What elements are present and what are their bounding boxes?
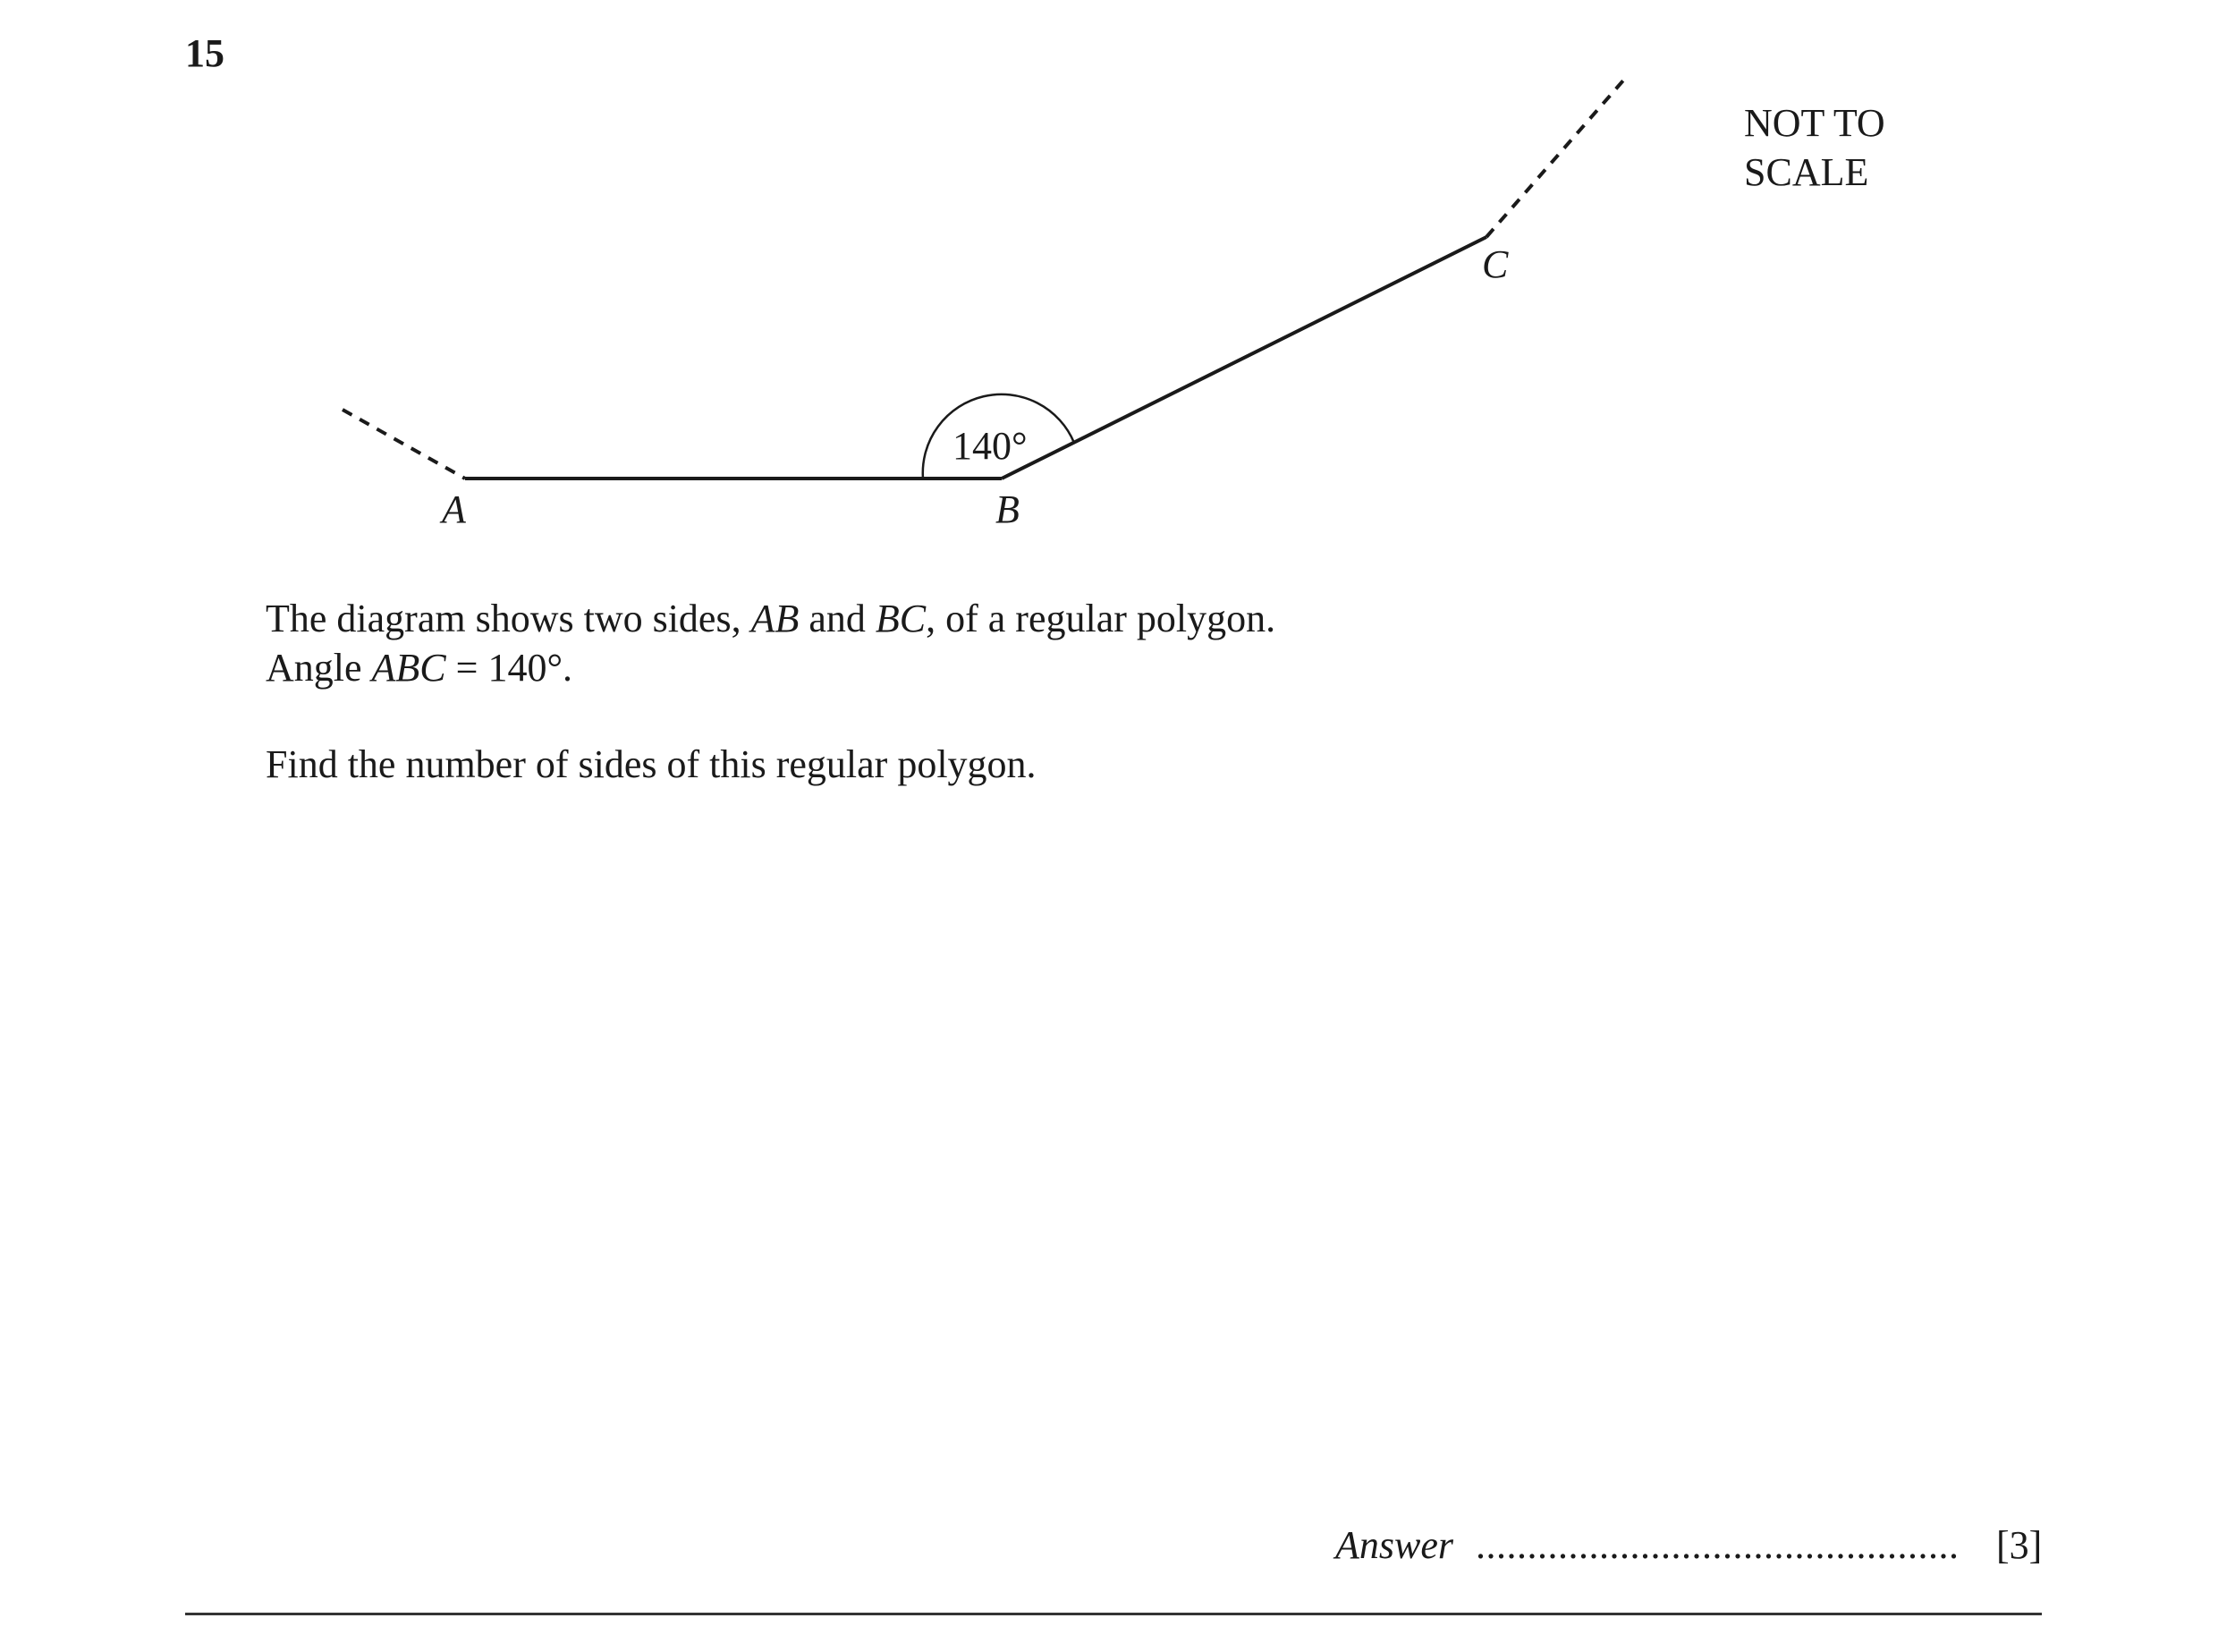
- polygon-diagram: [0, 0, 2218, 581]
- angle-abc: ABC: [371, 646, 446, 690]
- vertex-label-a: A: [442, 487, 466, 531]
- page-rule: [185, 1613, 2042, 1615]
- question-number: 15: [185, 31, 224, 75]
- dashed-extension-c: [1486, 80, 1623, 237]
- not-to-scale-line-1: NOT TO: [1744, 101, 1885, 145]
- question-instruction: Find the number of sides of this regular polygon.: [266, 742, 1037, 786]
- question-text-line-2: [266, 643, 572, 692]
- answer-line[interactable]: ...............................................: [1476, 1523, 1960, 1567]
- segment-ab: AB: [750, 597, 800, 640]
- text-part: Angle: [266, 646, 372, 690]
- marks-label: [3]: [1996, 1523, 2043, 1567]
- text-part: and: [799, 597, 876, 640]
- not-to-scale-line-2: SCALE: [1744, 150, 1869, 194]
- vertex-label-c: C: [1482, 242, 1509, 286]
- answer-label: Answer: [1335, 1523, 1453, 1567]
- answer-row: [1335, 1521, 1960, 1570]
- dashed-extension-a: [343, 410, 465, 479]
- segment-bc: BC: [875, 597, 927, 640]
- text-part: The diagram shows two sides,: [266, 597, 751, 640]
- question-text-line-1: [266, 594, 1275, 643]
- text-part: , of a regular polygon.: [926, 597, 1276, 640]
- text-part: = 140°.: [445, 646, 573, 690]
- vertex-label-b: B: [995, 487, 1020, 531]
- angle-label: 140°: [952, 424, 1028, 468]
